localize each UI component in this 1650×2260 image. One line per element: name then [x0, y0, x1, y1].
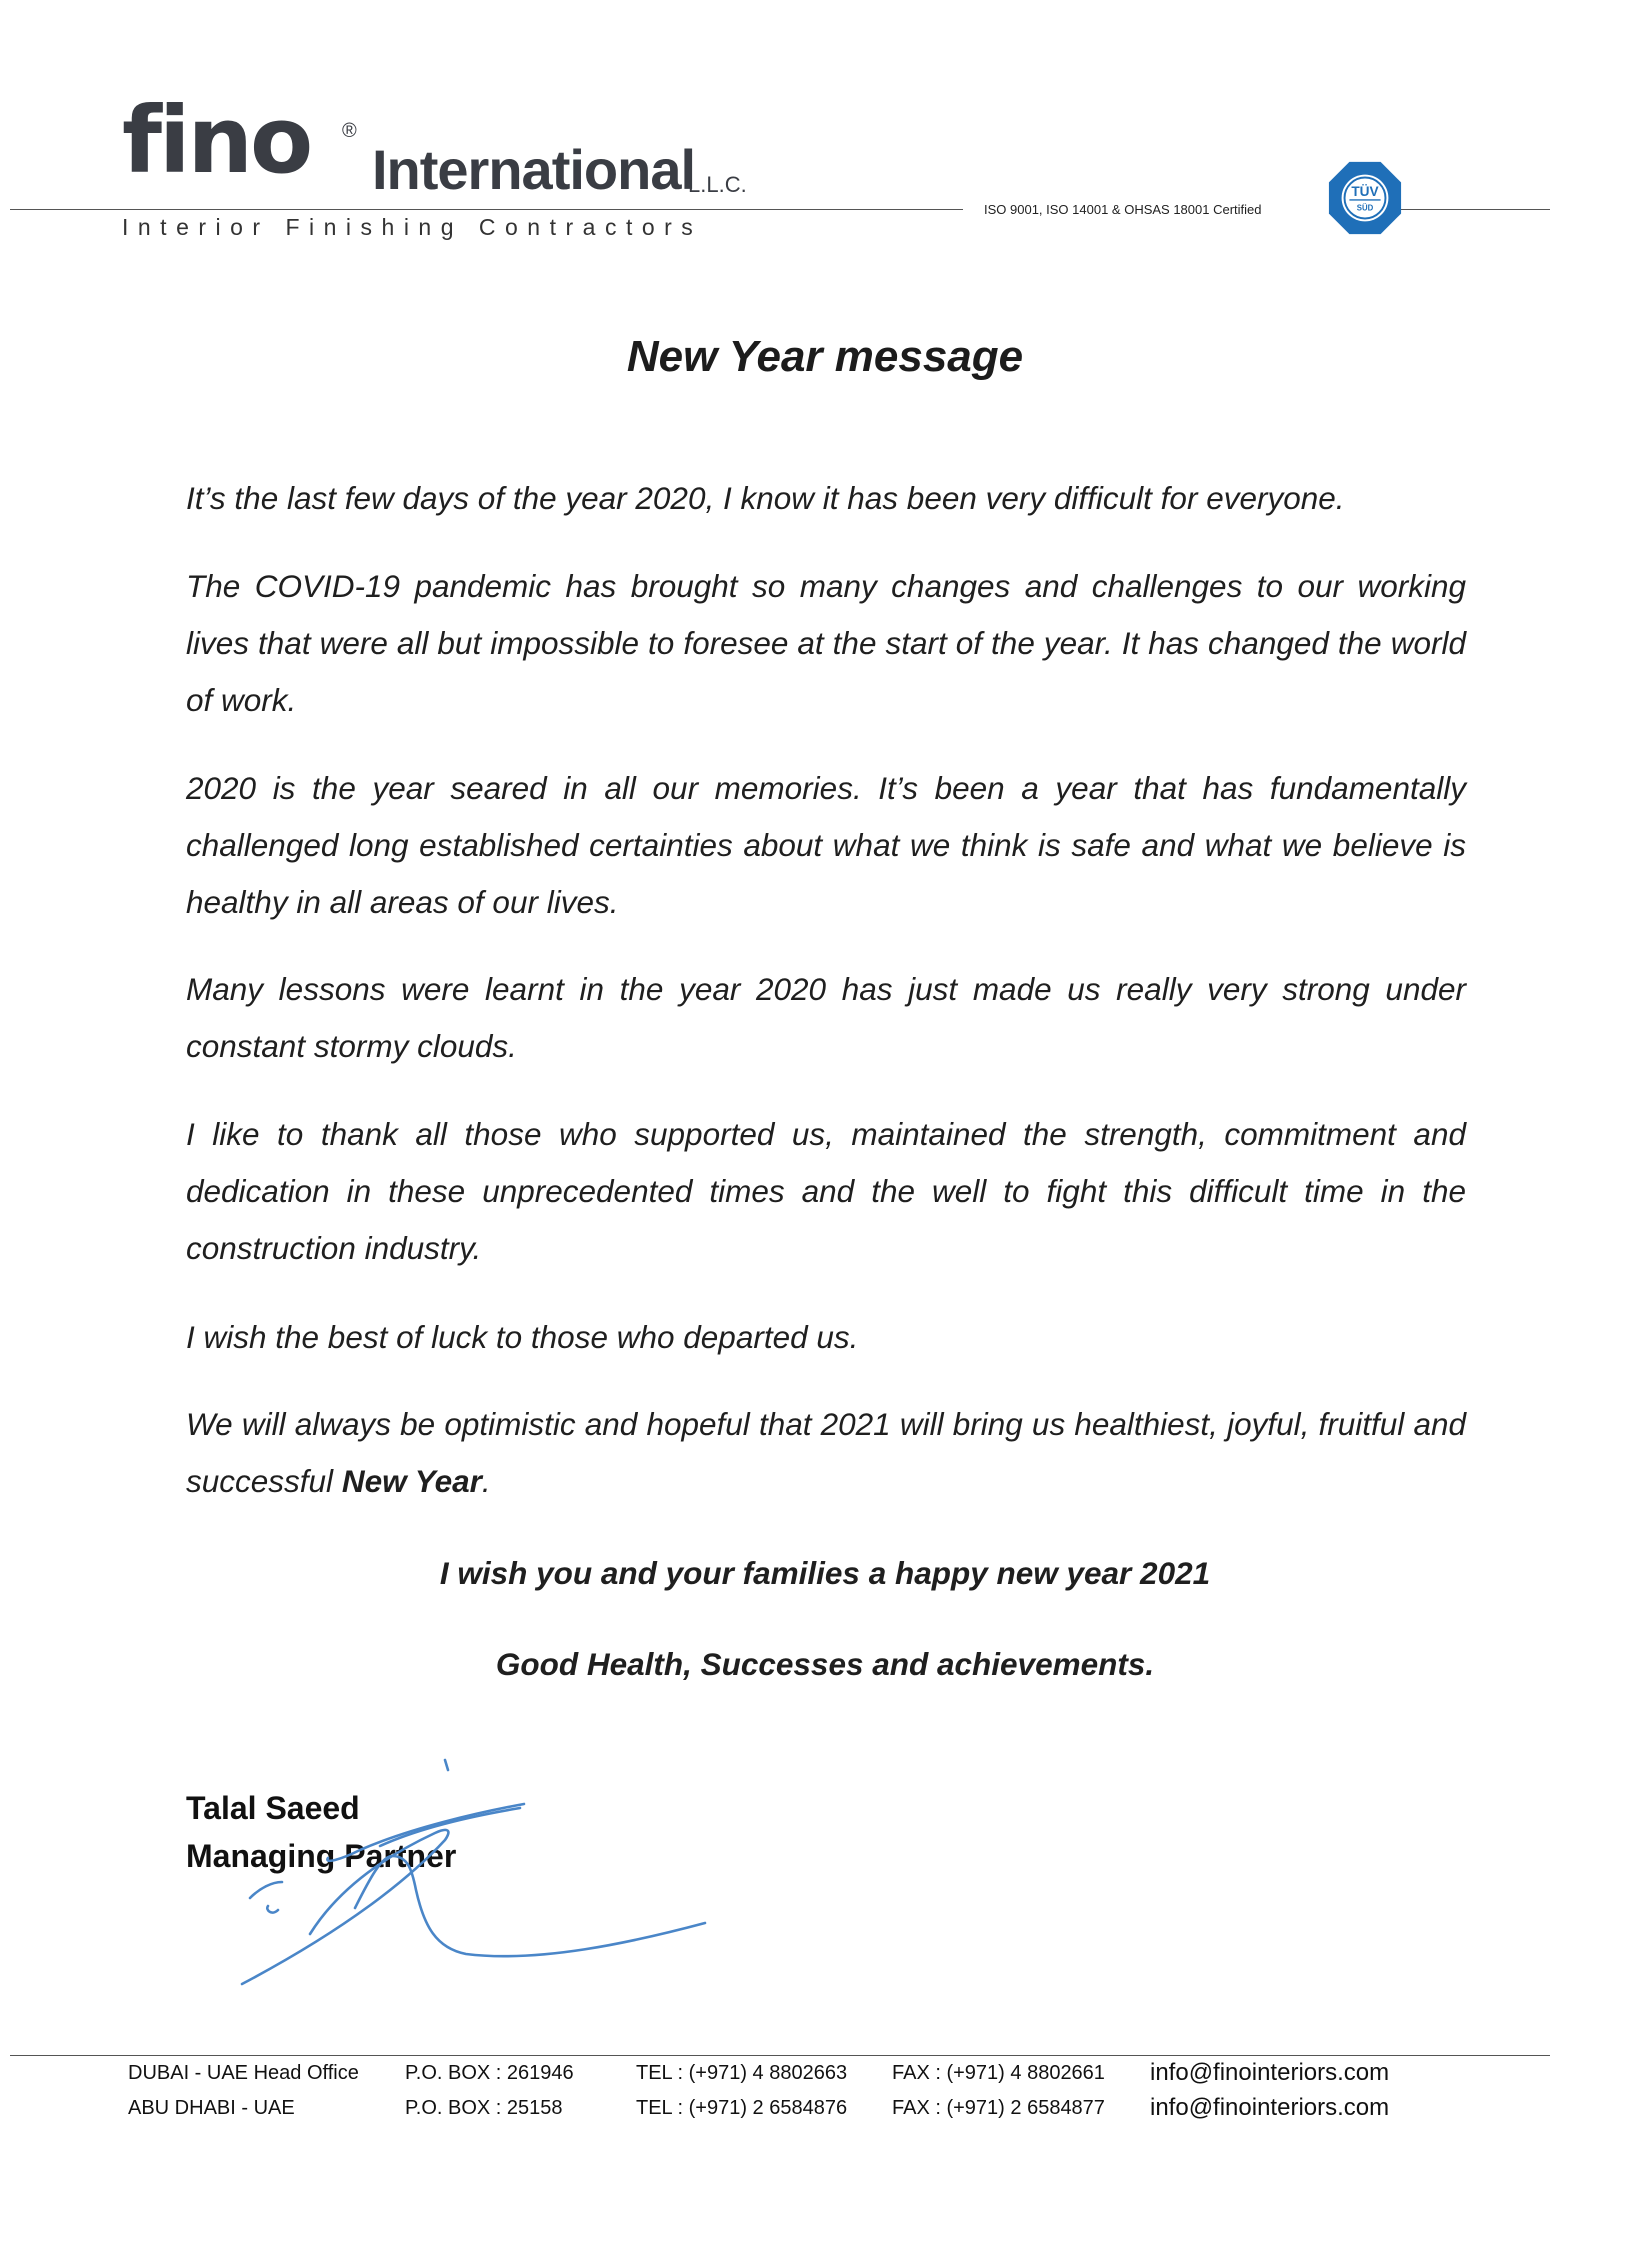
- signatory-title: Managing Partner: [186, 1838, 457, 1874]
- handwritten-signature: [220, 1758, 720, 1998]
- footer-email: info@finointeriors.com: [1150, 2059, 1390, 2086]
- footer-fax: FAX : (+971) 4 8802661: [892, 2062, 1105, 2084]
- paragraph-2: The COVID-19 pandemic has brought so many changes and challenges to our working lives that were all but impossible to foresee at the start of the year. It has changed the world of work.: [186, 568, 1466, 718]
- registered-mark: ®: [342, 120, 357, 142]
- tuv-certification-badge: [1326, 159, 1404, 237]
- iso-certification-text: ISO 9001, ISO 14001 & OHSAS 18001 Certified: [984, 202, 1262, 217]
- logo-international: International: [372, 138, 696, 201]
- footer-city: DUBAI - UAE Head Office: [128, 2062, 359, 2084]
- footer-email: info@finointeriors.com: [1150, 2094, 1390, 2121]
- footer-tel: TEL : (+971) 4 8802663: [636, 2062, 848, 2084]
- badge-top-text: TÜV: [1351, 184, 1379, 200]
- footer-city: ABU DHABI - UAE: [128, 2097, 295, 2119]
- paragraph-3: 2020 is the year seared in all our memories. It’s been a year that has fundamentally challenged long established certainties about what we think is safe and what we believe is healthy in all areas of our lives.: [186, 770, 1466, 920]
- logo-fino: fino: [122, 87, 311, 194]
- paragraph-5: I like to thank all those who supported us, maintained the strength, commitment and dedication in these unprecedented times and the well to fight this difficult time in the construction industry.: [186, 1116, 1466, 1266]
- footer-line-abudhabi: [0, 2094, 1600, 2121]
- closing-line-1: I wish you and your families a happy new year 2021: [439, 1555, 1211, 1591]
- badge-bottom-text: SÜD: [1356, 203, 1374, 213]
- paragraph-7-text: We will always be optimistic and hopeful that 2021 will bring us healthiest, joyful, fruitful and successful: [186, 1406, 1466, 1499]
- company-tagline: Interior Finishing Contractors: [122, 214, 703, 240]
- paragraph-1: It’s the last few days of the year 2020, I know it has been very difficult for everyone.: [186, 480, 1345, 516]
- paragraph-7: [186, 1396, 1466, 1510]
- signatory-name: Talal Saeed: [186, 1790, 360, 1826]
- paragraph-6: I wish the best of luck to those who departed us.: [186, 1319, 859, 1355]
- paragraph-7-end: .: [481, 1463, 491, 1499]
- footer-rule: [10, 2055, 1550, 2056]
- footer-line-dubai: [0, 2059, 1600, 2086]
- paragraph-4: Many lessons were learnt in the year 2020 has just made us really very strong under constant stormy clouds.: [186, 971, 1466, 1064]
- logo-llc: L.L.C.: [688, 172, 747, 197]
- paragraph-7-emphasis: New Year: [341, 1463, 482, 1499]
- footer-pobox: P.O. BOX : 261946: [405, 2062, 574, 2084]
- page-title: New Year message: [626, 332, 1024, 381]
- footer-fax: FAX : (+971) 2 6584877: [892, 2097, 1105, 2119]
- footer-tel: TEL : (+971) 2 6584876: [636, 2097, 848, 2119]
- footer-pobox: P.O. BOX : 25158: [405, 2097, 563, 2119]
- closing-line-2: Good Health, Successes and achievements.: [495, 1646, 1155, 1682]
